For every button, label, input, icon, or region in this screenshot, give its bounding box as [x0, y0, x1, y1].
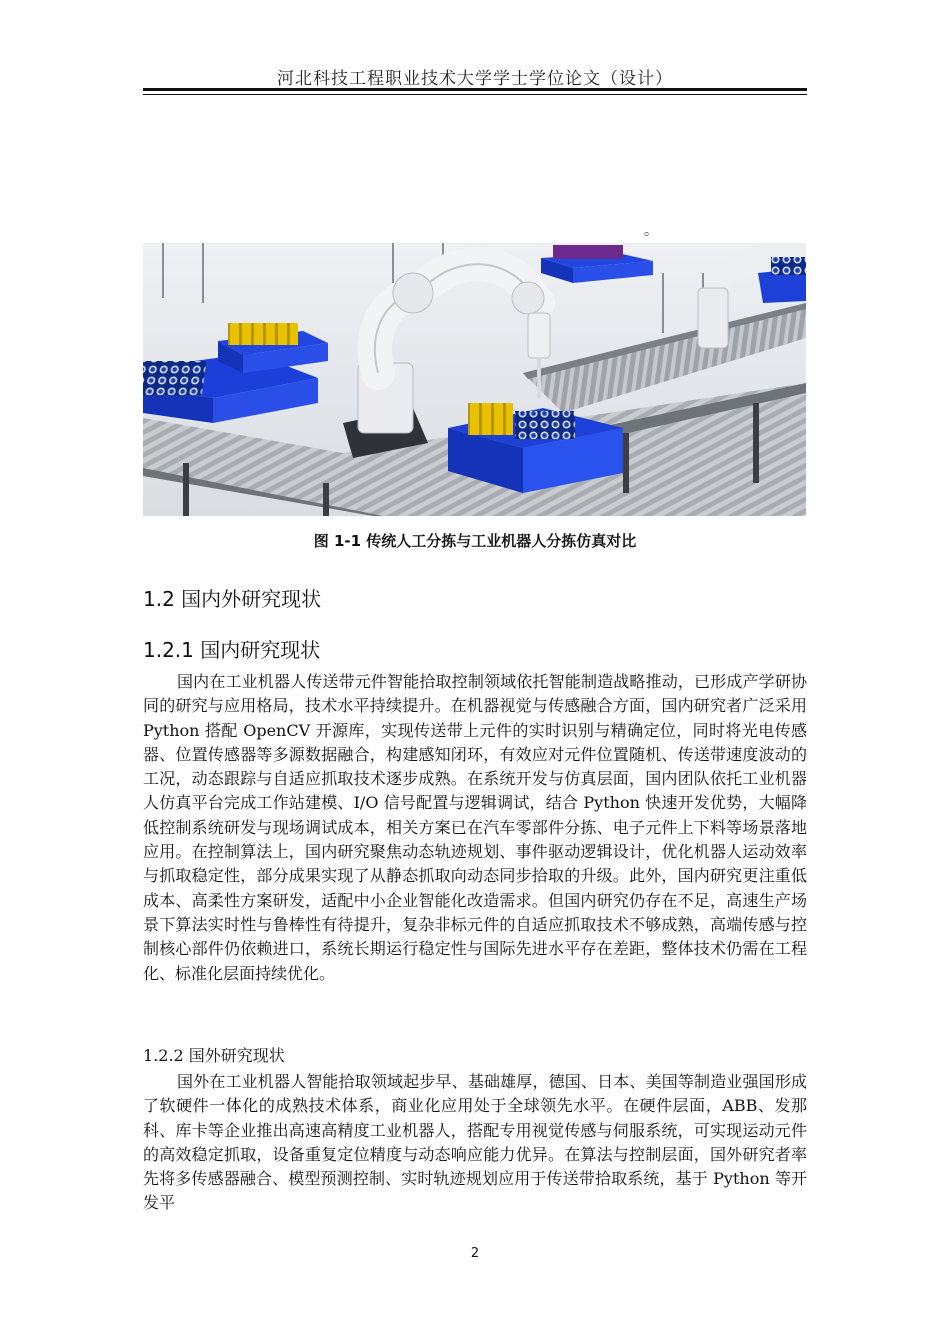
subsection-heading-domestic: 1.2.1 国内研究现状: [143, 638, 321, 662]
figure-caption: 图 1-1 传统人工分拣与工业机器人分拣仿真对比: [313, 532, 637, 550]
paragraph-domestic-research: 国内在工业机器人传送带元件智能拾取控制领域依托智能制造战略推动，已形成产学研协同的研究与应用格局，技术水平持续提升。在机器视觉与传感融合方面，国内研究者广泛采用 Python 搭配 OpenCV 开源库，实现传送带上元件的实时识别与精确定位，同时将光电传感器、位置传感器等多源数据融合，构建感知闭环，有效应对元件位置随机、传送带速度波动的工况，动态跟踪与自适应抓取技术逐步成熟。在系统开发与仿真层面，国内团队依托工业机器人仿真平台完成工作站建模、I/O 信号配置与逻辑调试，结合 Python 快速开发优势，大幅降低控制系统研发与现场调试成本，相关方案已在汽车零部件分拣、电子元件上下料等场景落地应用。在控制算法上，国内研究聚焦动态轨迹规划、事件驱动逻辑设计，优化机器人运动效率与抓取稳定性，部分成果实现了从静态抓取向动态同步拾取的升级。此外，国内研究更注重低成本、高柔性方案研发，适配中小企业智能化改造需求。但国内研究仍存在不足，高速生产场景下算法实时性与鲁棒性有待提升，复杂非标元件的自适应抓取技术不够成熟，高端传感与控制核心部件仍依赖进口，系统长期运行稳定性与国际先进水平存在差距，整体技术仍需在工程化、标准化层面持续优化。: [143, 672, 807, 983]
section-heading: 1.2 国内外研究现状: [143, 587, 322, 611]
subsection-heading-foreign: 1.2.2 国外研究现状: [143, 1046, 285, 1065]
page-header-title: 河北科技工程职业技术大学学士学位论文（设计）: [277, 69, 673, 89]
paragraph-foreign-research: 国外在工业机器人智能拾取领域起步早、基础雄厚，德国、日本、美国等制造业强国形成了软硬件一体化的成熟技术体系，商业化应用处于全球领先水平。在硬件层面，ABB、发那科、库卡等企业推出高速高精度工业机器人，搭配专用视觉传感与伺服系统，可实现运动元件的高效稳定抓取，设备重复定位精度与动态响应能力优异。在算法与控制层面，国外研究者率先将多传感器融合、模型预测控制、实时轨迹规划应用于传送带拾取系统，基于 Python 等开发平: [143, 1072, 807, 1213]
figure-robot-sorting-image: [143, 243, 806, 516]
page-number: 2: [470, 1246, 480, 1261]
stray-punctuation: 。: [644, 223, 658, 239]
header-rule-thick: [143, 88, 807, 91]
header-rule-thin: [143, 94, 807, 95]
